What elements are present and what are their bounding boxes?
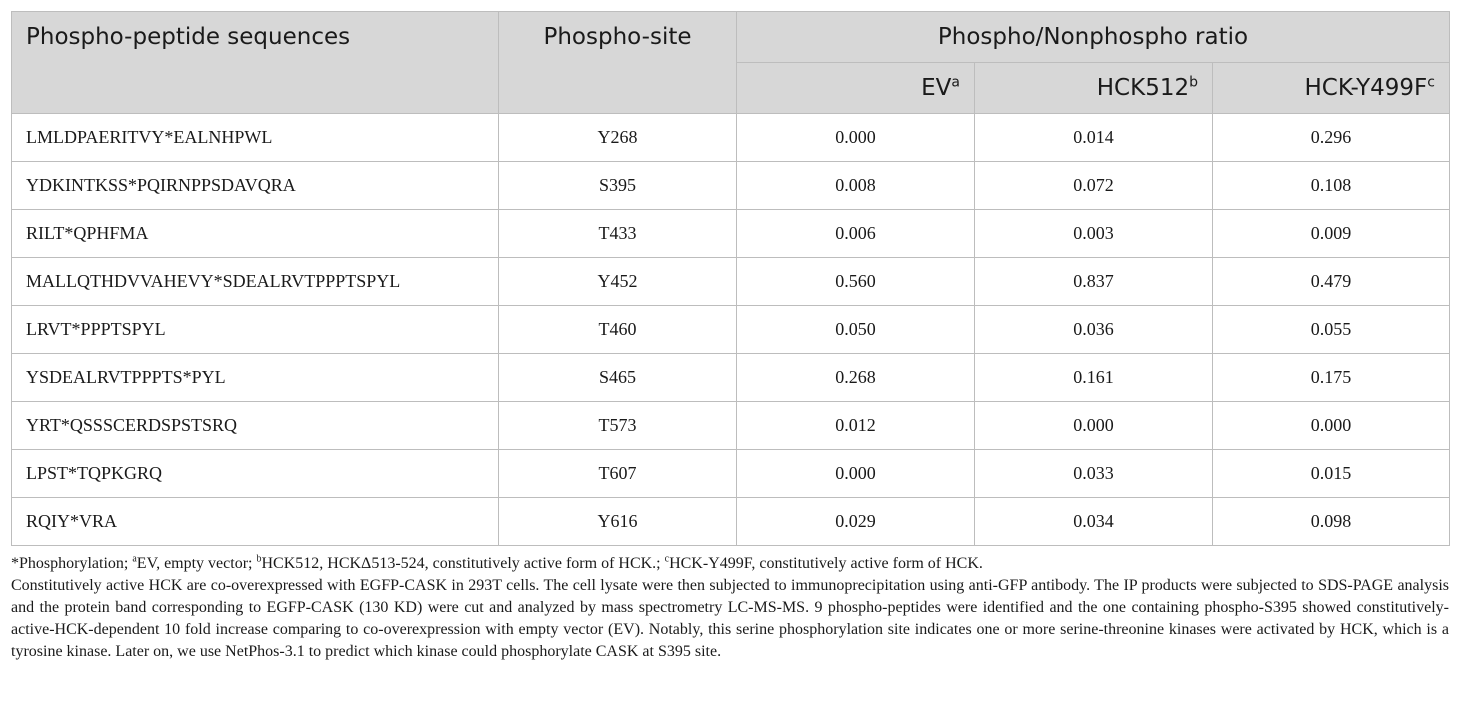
table-header — [12, 12, 1450, 114]
header-hck-y499f: HCK-$Y499F^c$ — [1213, 63, 1450, 114]
header-ev: $EV^a$ — [737, 63, 975, 114]
cell-hck-y499f: 0.098 — [1213, 498, 1450, 546]
cell-hck-y499f: 0.055 — [1213, 306, 1450, 354]
cell-ev: 0.000 — [737, 114, 975, 162]
cell-sequence: LMLDPAERITVY*EALNHPWL — [12, 114, 499, 162]
cell-sequence: YDKINTKSS*PQIRNPPSDAVQRA — [12, 162, 499, 210]
phosphopeptide-table-container — [11, 11, 1449, 546]
table-row — [12, 306, 1450, 354]
table-row — [12, 258, 1450, 306]
table-caption: Constitutively active HCK are co-overexpressed with EGFP-CASK in 293T cells. The cell lysate were then subjected to immunoprecipitation using anti-GFP antibody. The IP products were subjected to SDS-PAGE analysis and the protein band corresponding to EGFP-CASK (130 KD) were cut and analyzed by mass spectrometry LC-MS-MS. 9 phospho-peptides were identified and the one containing phospho-S395 showed constitutively-active-HCK-dependent 10 fold increase comparing to co-overexpression with empty vector (EV). Notably, this serine phosphorylation site indicates one or more serine-threonine kinases were activated by HCK, which is a tyrosine kinase. Later on, we use NetPhos-3.1 to predict which kinase could phosphorylate CASK at S395 site. — [11, 577, 1449, 660]
table-body — [12, 114, 1450, 546]
table-row — [12, 210, 1450, 258]
cell-site: Y268 — [499, 114, 737, 162]
table-row — [12, 450, 1450, 498]
table-row — [12, 498, 1450, 546]
cell-hck512: 0.003 — [975, 210, 1213, 258]
cell-ev: 0.029 — [737, 498, 975, 546]
table-notes — [11, 553, 1449, 663]
cell-ev: 0.560 — [737, 258, 975, 306]
cell-sequence: LPST*TQPKGRQ — [12, 450, 499, 498]
table-footnote: *Phosphorylation; $^a$EV, empty vector; $^b$HCK512, HCKΔ513-524, constitutively active form of HCK.; $^c$HCK-Y499F, constitutively active form of HCK. — [11, 553, 983, 572]
cell-sequence: RILT*QPHFMA — [12, 210, 499, 258]
cell-ev: 0.006 — [737, 210, 975, 258]
phosphopeptide-table — [11, 11, 1450, 546]
cell-hck-y499f: 0.108 — [1213, 162, 1450, 210]
cell-site: T433 — [499, 210, 737, 258]
cell-ev: 0.008 — [737, 162, 975, 210]
cell-sequence: YSDEALRVTPPPTS*PYL — [12, 354, 499, 402]
cell-hck-y499f: 0.015 — [1213, 450, 1450, 498]
header-hck512: HCK512$^b$ — [975, 63, 1213, 114]
table-row — [12, 354, 1450, 402]
header-ratio: Phospho/Nonphospho ratio — [737, 12, 1450, 63]
cell-hck512: 0.000 — [975, 402, 1213, 450]
cell-ev: 0.050 — [737, 306, 975, 354]
cell-hck-y499f: 0.175 — [1213, 354, 1450, 402]
cell-sequence: MALLQTHDVVAHEVY*SDEALRVTPPPTSPYL — [12, 258, 499, 306]
table-row — [12, 114, 1450, 162]
cell-site: T460 — [499, 306, 737, 354]
cell-hck512: 0.014 — [975, 114, 1213, 162]
cell-hck512: 0.033 — [975, 450, 1213, 498]
cell-site: T573 — [499, 402, 737, 450]
cell-site: T607 — [499, 450, 737, 498]
header-phospho-site: Phospho-site — [499, 12, 737, 114]
cell-site: Y616 — [499, 498, 737, 546]
cell-sequence: YRT*QSSSCERDSPSTSRQ — [12, 402, 499, 450]
table-row — [12, 402, 1450, 450]
cell-hck-y499f: 0.479 — [1213, 258, 1450, 306]
cell-hck-y499f: 0.009 — [1213, 210, 1450, 258]
cell-site: S395 — [499, 162, 737, 210]
cell-hck512: 0.072 — [975, 162, 1213, 210]
cell-ev: 0.268 — [737, 354, 975, 402]
cell-hck512: 0.161 — [975, 354, 1213, 402]
table-row — [12, 162, 1450, 210]
cell-hck512: 0.034 — [975, 498, 1213, 546]
cell-hck512: 0.036 — [975, 306, 1213, 354]
cell-hck-y499f: 0.000 — [1213, 402, 1450, 450]
cell-hck512: 0.837 — [975, 258, 1213, 306]
cell-sequence: RQIY*VRA — [12, 498, 499, 546]
cell-ev: 0.000 — [737, 450, 975, 498]
cell-site: S465 — [499, 354, 737, 402]
cell-ev: 0.012 — [737, 402, 975, 450]
cell-sequence: LRVT*PPPTSPYL — [12, 306, 499, 354]
cell-site: Y452 — [499, 258, 737, 306]
cell-hck-y499f: 0.296 — [1213, 114, 1450, 162]
header-sequence: Phospho-peptide sequences — [12, 12, 499, 114]
